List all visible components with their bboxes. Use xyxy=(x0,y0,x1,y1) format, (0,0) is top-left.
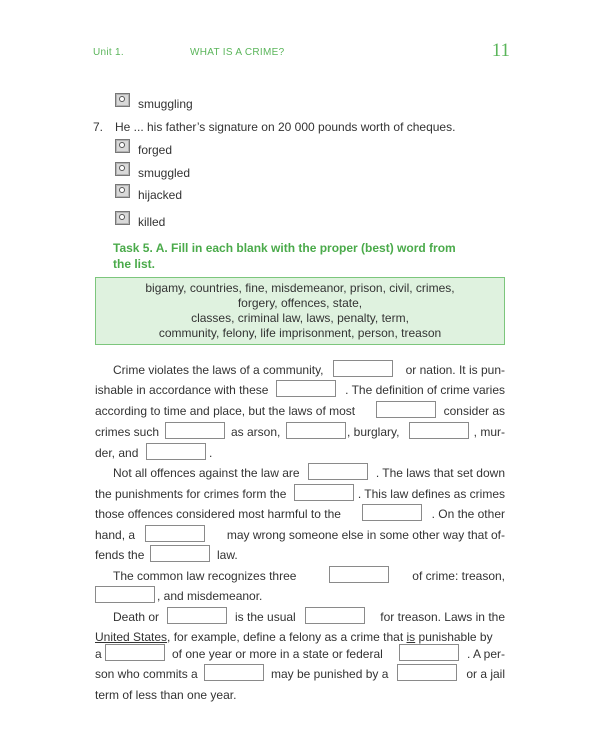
blank-input-19[interactable] xyxy=(204,664,264,681)
page-header xyxy=(93,40,510,64)
text-line xyxy=(95,504,505,524)
radio-icon[interactable] xyxy=(115,139,130,153)
text-fragment: The common law recognizes three xyxy=(113,569,297,583)
text-fragment: the punishments for crimes form the xyxy=(95,487,287,501)
underlined-text: is xyxy=(406,630,416,644)
blank-input-12[interactable] xyxy=(150,545,210,562)
blank-input-14[interactable] xyxy=(95,586,155,603)
text-line xyxy=(95,664,505,684)
radio-icon[interactable] xyxy=(115,162,130,176)
text-fragment: or nation. It is pun- xyxy=(405,363,505,377)
text-line xyxy=(95,644,505,664)
blank-input-11[interactable] xyxy=(145,525,205,542)
text-fragment: , and misdemeanor. xyxy=(157,589,263,603)
blank-input-6[interactable] xyxy=(409,422,469,439)
text-line xyxy=(95,463,505,483)
text-fragment: hand, a xyxy=(95,528,136,542)
word-list-row: bigamy, countries, fine, misdemeanor, prison, civil, crimes, xyxy=(145,281,455,295)
text-fragment: . The laws that set down xyxy=(375,466,505,480)
blank-input-20[interactable] xyxy=(397,664,457,681)
text-fragment: those offences considered most harmful to the xyxy=(95,507,341,521)
task-line-2: the list. xyxy=(113,257,156,271)
text-fragment: fends the xyxy=(95,548,145,562)
blank-input-8[interactable] xyxy=(308,463,368,480)
text-fragment: or a jail xyxy=(466,667,505,681)
text-fragment: , for example, define a felony as a crime that xyxy=(167,630,407,644)
option-label: smuggled xyxy=(138,166,191,180)
option-label: hijacked xyxy=(138,188,183,202)
text-fragment: . On the other xyxy=(431,507,505,521)
blank-input-1[interactable] xyxy=(333,360,393,377)
text-line xyxy=(95,685,505,705)
text-line xyxy=(95,443,505,463)
blank-input-5[interactable] xyxy=(286,422,346,439)
question-text: He ... his father’s signature on 20 000 pounds worth of cheques. xyxy=(115,120,456,134)
question-number: 7. xyxy=(93,120,104,134)
blank-input-2[interactable] xyxy=(276,380,336,397)
text-line xyxy=(95,380,505,400)
blank-input-17[interactable] xyxy=(105,644,165,661)
chapter-title: WHAT IS A CRIME? xyxy=(190,47,285,58)
text-line xyxy=(95,360,505,380)
text-fragment: . xyxy=(209,446,213,460)
blank-input-10[interactable] xyxy=(362,504,422,521)
text-fragment: der, and xyxy=(95,446,139,460)
text-fragment: Crime violates the laws of a community, xyxy=(113,363,324,377)
option-label: killed xyxy=(138,215,166,229)
option-label: forged xyxy=(138,143,173,157)
text-fragment: is the usual xyxy=(235,610,296,624)
radio-icon[interactable] xyxy=(115,93,130,107)
text-fragment: consider as xyxy=(443,404,505,418)
text-fragment: law. xyxy=(217,548,238,562)
blank-input-16[interactable] xyxy=(305,607,365,624)
blank-input-13[interactable] xyxy=(329,566,389,583)
text-fragment: . The definition of crime varies xyxy=(345,383,505,397)
text-line xyxy=(95,525,505,545)
text-fragment: may be punished by a xyxy=(271,667,389,681)
underlined-text: United States xyxy=(95,630,168,644)
text-fragment: Not all offences against the law are xyxy=(113,466,300,480)
radio-icon[interactable] xyxy=(115,184,130,198)
blank-input-9[interactable] xyxy=(294,484,354,501)
text-fragment: as arson, xyxy=(231,425,281,439)
word-list-row: classes, criminal law, laws, penalty, term, xyxy=(191,311,409,325)
blank-input-15[interactable] xyxy=(167,607,227,624)
text-line xyxy=(95,422,505,442)
page-number: 11 xyxy=(491,40,510,61)
text-fragment: . A per- xyxy=(466,647,505,661)
unit-label: Unit 1. xyxy=(93,47,125,58)
task-line-1: Task 5. A. Fill in each blank with the proper (best) word from xyxy=(113,241,456,255)
text-fragment: of one year or more in a state or federal xyxy=(172,647,383,661)
word-list-box xyxy=(95,277,505,345)
blank-input-7[interactable] xyxy=(146,443,206,460)
text-fragment: for treason. Laws in the xyxy=(380,610,505,624)
text-fragment: ishable in accordance with these xyxy=(95,383,269,397)
text-fragment: according to time and place, but the laws of most xyxy=(95,404,356,418)
task-heading xyxy=(113,240,513,272)
text-fragment: crimes such xyxy=(95,425,160,439)
question-7 xyxy=(93,120,455,134)
blank-input-4[interactable] xyxy=(165,422,225,439)
text-line xyxy=(95,545,505,565)
text-fragment: . This law defines as crimes xyxy=(357,487,505,501)
text-line xyxy=(95,586,505,606)
blank-input-3[interactable] xyxy=(376,401,436,418)
text-fragment: , mur- xyxy=(473,425,505,439)
text-fragment: of crime: treason, xyxy=(412,569,505,583)
text-fragment: Death or xyxy=(113,610,160,624)
radio-icon[interactable] xyxy=(115,211,130,225)
text-fragment: a xyxy=(95,647,102,661)
text-fragment: , burglary, xyxy=(347,425,400,439)
option-label: smuggling xyxy=(138,97,193,111)
text-line xyxy=(95,401,505,421)
text-line xyxy=(95,607,505,627)
text-fragment: punishable by xyxy=(415,630,493,644)
word-list-row: community, felony, life imprisonment, person, treason xyxy=(158,326,442,340)
text-line xyxy=(95,566,505,586)
text-fragment: may wrong someone else in some other way that of- xyxy=(226,528,505,542)
word-list-row: forgery, offences, state, xyxy=(237,296,363,310)
text-line xyxy=(95,484,505,504)
text-fragment: son who commits a xyxy=(95,667,198,681)
text-fragment: term of less than one year. xyxy=(95,688,237,702)
blank-input-18[interactable] xyxy=(399,644,459,661)
